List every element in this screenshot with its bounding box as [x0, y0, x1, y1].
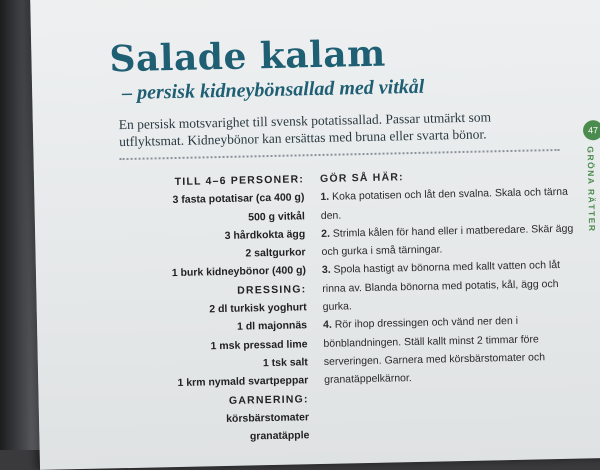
- ingredient-item: 1 burk kidneybönor (400 g): [171, 264, 307, 280]
- step-text: Spola hastigt av bönorna med kallt vatten och låt rinna av. Blanda bönorna med potatis, kål, ägg och gurka.: [322, 259, 561, 314]
- dressing-item: 1 dl majonnäs: [236, 319, 308, 334]
- recipe-intro: En persisk motsvarighet till svensk potatissallad. Passar utmärkt som utflyktsmat. Kidneybönor kan ersättas med bruna eller svarta bönor.: [118, 109, 492, 150]
- recipe-title: Salade kalam: [109, 32, 387, 81]
- ingredient-item: 3 fasta potatisar (ca 400 g): [172, 191, 305, 207]
- ingredient-list: [104, 170, 310, 449]
- step-text: Koka potatisen och låt den svalna. Skala och tärna den.: [320, 186, 568, 222]
- dressing-item: 1 krm nymald svartpeppar: [177, 374, 309, 390]
- ingredient-item: 3 hårdkokta ägg: [224, 228, 306, 242]
- step-number: 3.: [321, 264, 331, 277]
- page-number: 47: [583, 120, 600, 140]
- method-step: [322, 256, 585, 316]
- ingredients-heading: TILL 4–6 PERSONER:: [174, 173, 305, 189]
- dressing-item: 2 dl turkisk yoghurt: [209, 301, 307, 316]
- dotted-divider: [120, 149, 560, 160]
- step-text: Strimla kålen för hand eller i matberedare. Skär ägg och gurka i små tärningar.: [321, 222, 574, 259]
- method-step: [323, 311, 586, 390]
- ingredient-item: 2 saltgurkor: [245, 246, 306, 260]
- ingredient-item: 500 g vitkål: [248, 209, 305, 224]
- section-label: GRÖNA RÄTTER: [585, 146, 598, 233]
- garnish-heading: GARNERING:: [228, 392, 309, 407]
- dressing-item: 1 tsk salt: [262, 356, 308, 370]
- method-heading: GÖR SÅ HÄR:: [319, 171, 404, 185]
- recipe-subtitle: – persisk kidneybönsallad med vitkål: [121, 75, 425, 105]
- book-page: [30, 0, 600, 470]
- garnish-item: körsbärstomater: [226, 411, 310, 425]
- step-number: 1.: [320, 191, 330, 204]
- method-step: [320, 183, 583, 225]
- method-step: [321, 219, 584, 261]
- dressing-item: 1 msk pressad lime: [210, 337, 308, 352]
- garnish-item: granatäpple: [249, 429, 310, 443]
- method-steps: [320, 164, 587, 389]
- step-text: Rör ihop dressingen och vänd ner den i bönblandningen. Ställ kallt minst 2 timmar före serveringen. Garnera med körsbärstomater och granatäppelkärnor.: [323, 315, 546, 387]
- dressing-heading: DRESSING:: [237, 283, 307, 297]
- step-number: 2.: [321, 227, 331, 240]
- chapter-tab: [581, 120, 600, 241]
- step-number: 4.: [322, 319, 332, 332]
